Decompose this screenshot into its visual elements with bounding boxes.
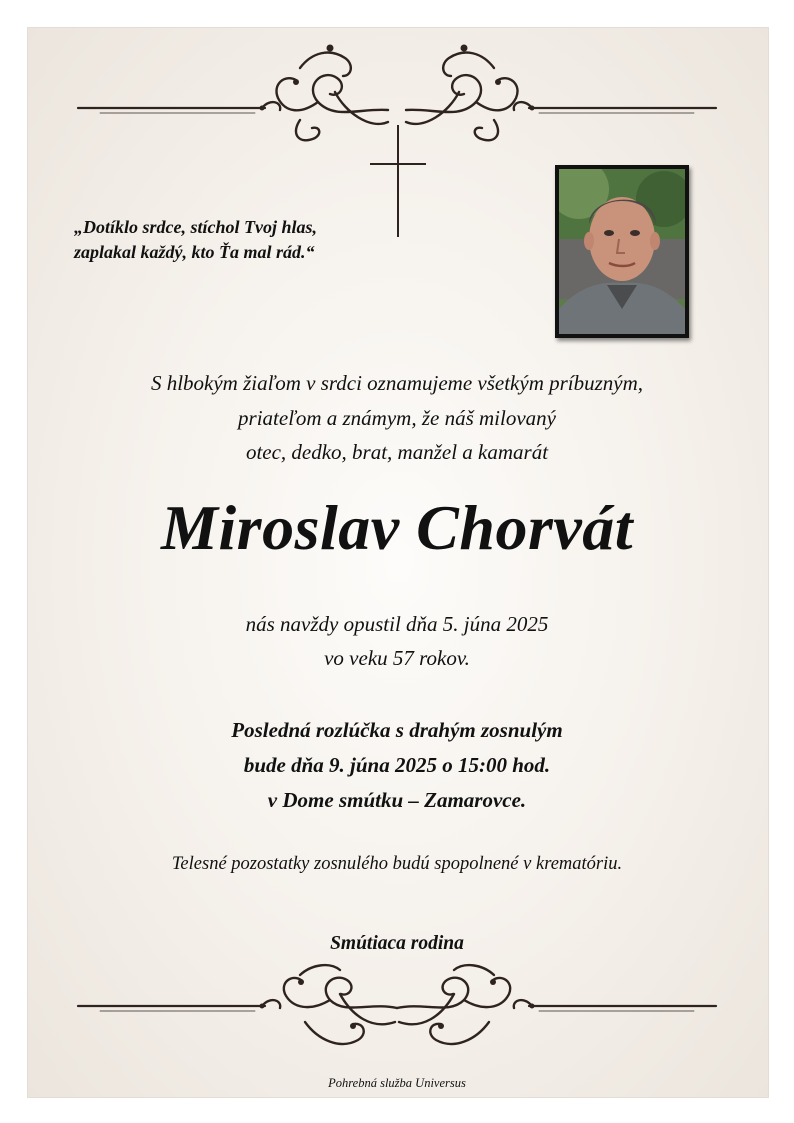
portrait-photo bbox=[559, 169, 685, 334]
announcement-text bbox=[27, 366, 767, 470]
announcement-line: priateľom a známym, že náš milovaný bbox=[238, 405, 556, 430]
age-line: vo veku 57 rokov. bbox=[324, 646, 470, 670]
family-signature: Smútiaca rodina bbox=[330, 933, 464, 954]
funeral-line: v Dome smútku – Zamarovce. bbox=[267, 788, 527, 812]
funeral-line: bude dňa 9. júna 2025 o 15:00 hod. bbox=[243, 753, 551, 777]
deceased-name: Miroslav Chorvát bbox=[160, 492, 634, 563]
remains-note: Telesné pozostatky zosnulého budú spopolnené v krematóriu. bbox=[171, 854, 623, 874]
funeral-line: Posledná rozlúčka s drahým zosnulým bbox=[231, 718, 563, 742]
funeral-service-credit: Pohrebná služba Universus bbox=[328, 1076, 466, 1090]
quote-line: „Dotíklo srdce, stíchol Tvoj hlas, bbox=[74, 217, 317, 237]
funeral-details bbox=[27, 713, 767, 818]
memorial-quote bbox=[74, 215, 317, 265]
bottom-flourish-ornament bbox=[0, 960, 794, 1065]
portrait-photo-frame bbox=[555, 165, 689, 338]
cross-icon bbox=[370, 125, 426, 237]
quote-line: zaplakal každý, kto Ťa mal rád.“ bbox=[74, 242, 315, 262]
announcement-line: otec, dedko, brat, manžel a kamarát bbox=[245, 440, 549, 464]
announcement-line: S hlbokým žiaľom v srdci oznamujeme všetkým príbuzným, bbox=[150, 371, 644, 395]
death-date-line: nás navždy opustil dňa 5. júna 2025 bbox=[245, 612, 549, 636]
death-details bbox=[27, 607, 767, 675]
